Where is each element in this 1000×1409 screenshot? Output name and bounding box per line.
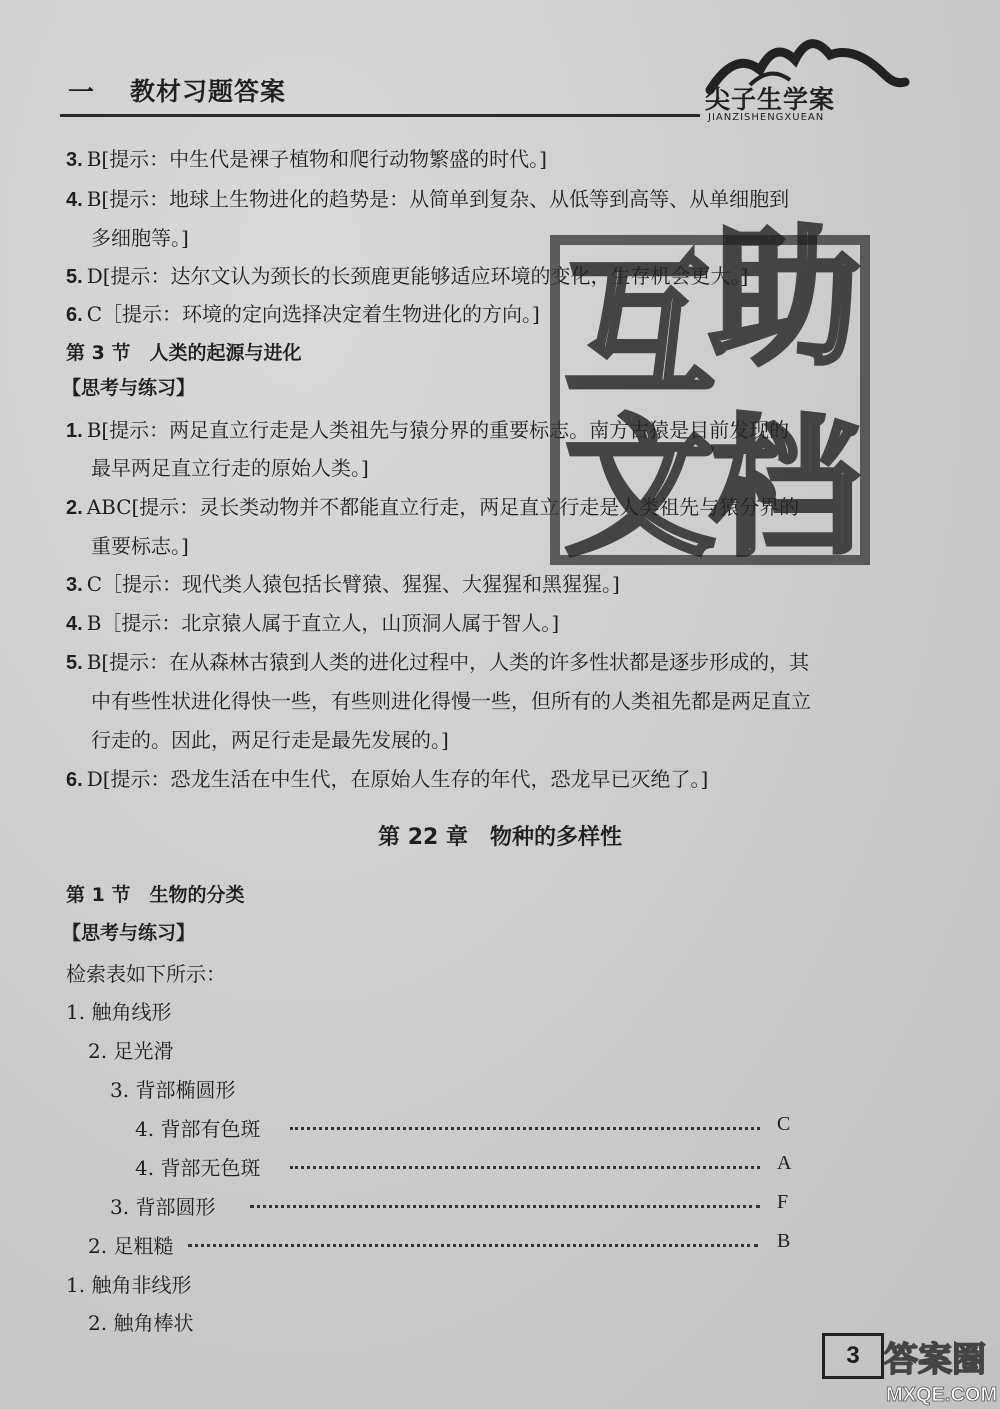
leader-dots xyxy=(290,1152,760,1169)
logo-text: 尖子生学案 xyxy=(705,85,836,114)
stamp-watermark xyxy=(545,180,875,570)
intro-text: 检索表如下所示： xyxy=(66,962,226,986)
logo-subtitle: JIANZISHENGXUEAN xyxy=(708,112,825,123)
watermark-url: MXQE.COM xyxy=(886,1384,998,1406)
section-title: 第 1 节 生物的分类 xyxy=(66,884,245,906)
answer-item: 5. B[提示：在从森林古猿到人类的进化过程中，人类的许多性状都是逐步形成的，其 xyxy=(66,650,810,674)
stamp-char: 助 xyxy=(710,212,861,386)
answer-continuation: 中有些性状进化得快一些，有些则进化得慢一些，但所有的人类祖先都是两足直立 xyxy=(91,689,811,713)
key-row: 3. 背部圆形 F xyxy=(110,1191,789,1219)
answer-item: 4. B[提示：地球上生物进化的趋势是：从简单到复杂、从低等到高等、从单细胞到 xyxy=(66,187,790,211)
answer-continuation: 重要标志。] xyxy=(91,534,189,558)
key-result: F xyxy=(777,1191,789,1213)
leader-dots xyxy=(290,1113,760,1130)
answer-item: 3. C［提示：现代类人猿包括长臂猿、猩猩、大猩猩和黑猩猩。] xyxy=(66,572,620,596)
answer-continuation: 多细胞等。] xyxy=(91,226,189,250)
site-watermark xyxy=(880,1325,1000,1409)
section-subtitle: 【思考与练习】 xyxy=(62,377,196,399)
key-result: C xyxy=(777,1113,791,1135)
key-row: 2. 足粗糙 B xyxy=(88,1230,791,1258)
key-row: 1. 触角非线形 xyxy=(66,1273,192,1297)
section-title: 第 3 节 人类的起源与进化 xyxy=(66,342,302,364)
chapter-title: 第 22 章 物种的多样性 xyxy=(378,825,622,850)
answer-item: 6. D[提示：恐龙生活在中生代，在原始人生存的年代，恐龙早已灭绝了。] xyxy=(66,767,709,791)
key-result: B xyxy=(777,1230,791,1252)
answer-continuation: 行走的。因此，两足行走是最先发展的。] xyxy=(91,728,449,752)
key-row: 3. 背部椭圆形 xyxy=(110,1078,236,1102)
answer-item: 3. B[提示：中生代是裸子植物和爬行动物繁盛的时代。] xyxy=(66,147,547,171)
header-title: 教材习题答案 xyxy=(130,77,287,106)
answer-item: 5. D[提示：达尔文认为颈长的长颈鹿更能够适应环境的变化，生存机会更大。] xyxy=(66,264,749,288)
key-row: 1. 触角线形 xyxy=(66,1000,172,1024)
key-row: 4. 背部无色斑 A xyxy=(135,1152,792,1180)
key-result: A xyxy=(777,1152,792,1174)
answer-continuation: 最早两足直立行走的原始人类。] xyxy=(91,456,369,480)
answer-item: 2. ABC[提示：灵长类动物并不都能直立行走，两足直立行走是人类祖先与猿分界的 xyxy=(66,495,800,519)
key-row: 2. 触角棒状 xyxy=(88,1311,194,1335)
header-dash: 一 xyxy=(68,78,95,108)
page-number: 3 xyxy=(822,1333,884,1379)
answer-item: 6. C［提示：环境的定向选择决定着生物进化的方向。] xyxy=(66,302,540,326)
answer-item: 1. B[提示：两足直立行走是人类祖先与猿分界的重要标志。南方古猿是目前发现的 xyxy=(66,418,790,442)
stamp-char: 档 xyxy=(710,402,861,570)
stamp-char: 互 xyxy=(565,242,716,416)
key-row: 2. 足光滑 xyxy=(88,1039,174,1063)
section-subtitle: 【思考与练习】 xyxy=(62,922,196,944)
stamp-char: 文 xyxy=(565,402,716,570)
answer-item: 4. B［提示：北京猿人属于直立人，山顶洞人属于智人。] xyxy=(66,611,560,635)
watermark-text: 答案圈 xyxy=(884,1340,986,1380)
leader-dots xyxy=(250,1191,760,1208)
leader-dots xyxy=(188,1230,758,1247)
key-row: 4. 背部有色斑 C xyxy=(135,1113,791,1141)
